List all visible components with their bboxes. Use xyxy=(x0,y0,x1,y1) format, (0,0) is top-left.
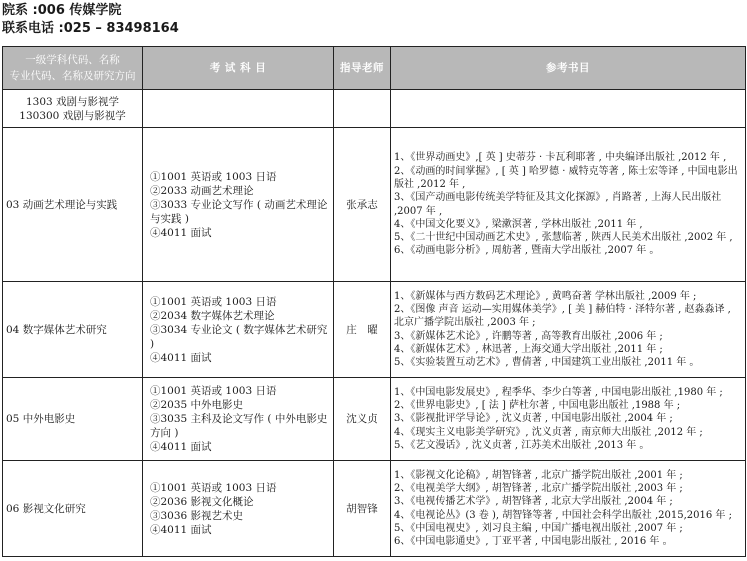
book-item: 1、《新媒体与西方数码艺术理论》, 黄鸣奋著 学林出版社 ,2009 年 ; xyxy=(394,290,697,302)
subject-item: ①1001 英语或 1003 日语 xyxy=(150,170,277,183)
book-item: 6、《中国电影通史》, 丁亚平著 , 中国电影出版社 , 2016 年 。 xyxy=(394,536,673,548)
group-row xyxy=(3,90,746,128)
group-line-1: 1303 戏剧与影视学 xyxy=(25,95,120,108)
subject-item: ③3035 主科及论文写作 ( 中外电影史方向 ) xyxy=(150,413,328,439)
group-line-2: 130300 戏剧与影视学 xyxy=(19,109,126,122)
major-name: 04 数字媒体艺术研究 xyxy=(3,282,143,378)
subject-item: ④4011 面试 xyxy=(150,351,212,364)
teacher-name: 张承志 xyxy=(334,128,391,282)
exam-subjects xyxy=(143,378,334,461)
subject-item: ②2033 动画艺术理论 xyxy=(150,184,254,197)
teacher-name: 沈义贞 xyxy=(334,378,391,461)
major-name: 03 动画艺术理论与实践 xyxy=(3,128,143,282)
subject-item: ②2036 影视文化概论 xyxy=(150,495,254,508)
teacher-name: 胡智锋 xyxy=(334,461,391,557)
book-item: 2、《世界电影史》, [ 法 ] 萨杜尔著 , 中国电影出版社 ,1988 年 ; xyxy=(394,400,681,412)
book-item: 4、《新媒体艺术》, 林迅著 , 上海交通大学出版社 ,2011 年 ; xyxy=(394,343,663,355)
group-empty-books xyxy=(391,90,746,128)
phone-line: 联系电话 :025 – 83498164 xyxy=(2,21,179,36)
admissions-table xyxy=(2,46,746,557)
book-item: 2、《动画的时间掌握》, [ 英 ] 哈罗德 · 威特克等著 , 陈士宏等译 , 中国电影出版社 ,2012 年 , xyxy=(394,165,738,190)
major-name: 06 影视文化研究 xyxy=(3,461,143,557)
book-item: 5、《中国电视史》, 刘习良主编 , 中国广播电视出版社 ,2007 年 ; xyxy=(394,522,683,534)
book-item: 4、《现实主义电影美学研究》, 沈义贞著 , 南京师大出版社 ,2012 年 ; xyxy=(394,426,703,438)
header-subjects: 考 试 科 目 xyxy=(143,47,334,90)
book-item: 5、《艺文漫话》, 沈义贞著 , 江苏美术出版社 ,2013 年 。 xyxy=(394,439,650,451)
book-item: 4、《电视论丛》(3 卷 ), 胡智锋等著 , 中国社会科学出版社 ,2015,2016 年 ; xyxy=(394,509,732,521)
table-row xyxy=(3,282,746,378)
exam-subjects xyxy=(143,128,334,282)
book-item: 5、《二十世纪中国动画艺术史》, 张慧临著 , 陕西人民美术出版社 ,2002 年 , xyxy=(394,232,733,244)
group-empty-subjects xyxy=(143,90,334,128)
book-item: 2、《图像 声音 运动—实用媒体美学》, [ 美 ] 赫伯特 · 泽特尔著 , 赵淼淼译 , 北京广播学院出版社 ,2003 年 ; xyxy=(394,303,731,329)
subject-item: ②2034 数字媒体艺术理论 xyxy=(150,309,275,322)
reference-books xyxy=(391,128,746,282)
table-header-row xyxy=(3,47,746,90)
header-code-line-2: 专业代码、名称及研究方向 xyxy=(9,70,136,82)
subject-item: ①1001 英语或 1003 日语 xyxy=(150,295,277,308)
book-item: 1、《世界动画史》,[ 英 ] 史蒂芬 · 卡瓦利耶著 , 中央编译出版社 ,2012 年 , xyxy=(394,152,727,164)
subject-item: ②2035 中外电影史 xyxy=(150,399,244,411)
book-item: 1、《影视文化论稿》, 胡智锋著 , 北京广播学院出版社 ,2001 年 ; xyxy=(394,469,683,481)
subject-item: ③3034 专业论文 ( 数字媒体艺术研究 ) xyxy=(150,323,328,350)
reference-books xyxy=(391,461,746,557)
book-item: 5、《实验装置互动艺术》, 曹倩著 , 中国建筑工业出版社 ,2011 年 。 xyxy=(394,357,700,369)
subject-item: ①1001 英语或 1003 日语 xyxy=(150,481,277,494)
subject-item: ④4011 面试 xyxy=(150,523,212,536)
book-item: 6、《动画电影分析》, 周舫著 , 暨南大学出版社 ,2007 年 。 xyxy=(394,245,660,257)
reference-books xyxy=(391,282,746,378)
header-info xyxy=(2,2,179,38)
exam-subjects xyxy=(143,461,334,557)
group-cell xyxy=(3,90,143,128)
book-item: 3、《影视批评学导论》, 沈义贞著 , 中国电影出版社 ,2004 年 ; xyxy=(394,413,673,425)
table-row xyxy=(3,128,746,282)
header-books: 参考书目 xyxy=(391,47,746,90)
book-item: 3、《国产动画电影传统美学特征及其文化探源》, 肖路著 , 上海人民出版社 ,2007 年 , xyxy=(394,192,722,217)
subject-item: ③3033 专业论文写作 ( 动画艺术理论与实践 ) xyxy=(150,198,328,225)
book-item: 4、《中国文化要义》, 梁漱溟著 , 学林出版社 ,2011 年 , xyxy=(394,218,643,230)
major-name: 05 中外电影史 xyxy=(3,378,143,461)
book-item: 2、《电视美学大纲》, 胡智锋著 , 北京广播学院出版社 ,2003 年 ; xyxy=(394,482,683,494)
subject-item: ④4011 面试 xyxy=(150,226,212,239)
teacher-name: 庄 曜 xyxy=(334,282,391,378)
subject-item: ①1001 英语或 1003 日语 xyxy=(150,385,277,397)
table-row xyxy=(3,461,746,557)
exam-subjects xyxy=(143,282,334,378)
book-item: 1、《中国电影发展史》, 程季华、李少白等著 , 中国电影出版社 ,1980 年 ; xyxy=(394,386,723,398)
book-item: 3、《电视传播艺术学》, 胡智锋著 , 北京大学出版社 ,2004 年 ; xyxy=(394,496,673,508)
header-code-line-1: 一级学科代码、名称 xyxy=(25,54,120,66)
group-empty-teacher xyxy=(334,90,391,128)
subject-item: ④4011 面试 xyxy=(150,441,212,453)
header-teacher: 指导老师 xyxy=(334,47,391,90)
subject-item: ③3036 影视艺术史 xyxy=(150,509,244,522)
header-code xyxy=(3,47,143,90)
department-line: 院系 :006 传媒学院 xyxy=(2,3,122,18)
reference-books xyxy=(391,378,746,461)
table-row xyxy=(3,378,746,461)
book-item: 3、《新媒体艺术论》, 许鹏等著 , 高等教育出版社 ,2006 年 ; xyxy=(394,330,663,342)
